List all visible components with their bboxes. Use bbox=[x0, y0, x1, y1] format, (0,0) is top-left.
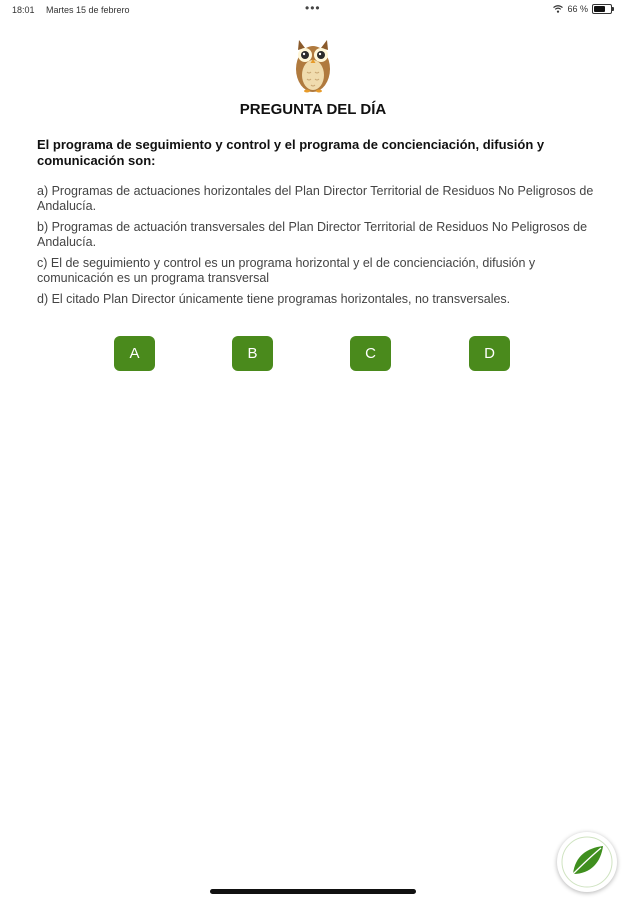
option-c-text: c) El de seguimiento y control es un programa horizontal y el de concienciación, difusión y comunicación es un programa transversal bbox=[37, 256, 536, 285]
battery-icon bbox=[592, 4, 612, 14]
battery-percent: 66 % bbox=[567, 4, 588, 14]
option-b-text: b) Programas de actuación transversales del Plan Director Territorial de Residuos No Peligrosos de Andalucía. bbox=[37, 220, 588, 249]
status-bar bbox=[0, 0, 626, 20]
leaf-fab-button[interactable] bbox=[557, 832, 617, 892]
owl-icon bbox=[290, 34, 336, 94]
leaf-icon bbox=[557, 832, 617, 892]
answer-a-button[interactable]: A bbox=[114, 336, 155, 371]
wifi-icon bbox=[553, 5, 563, 13]
answer-b-button[interactable]: B bbox=[232, 336, 273, 371]
option-a-text: a) Programas de actuaciones horizontales del Plan Director Territorial de Residuos No Peligrosos de Andalucía. bbox=[37, 184, 594, 213]
status-time: 18:01 bbox=[12, 5, 35, 15]
multitasking-dots-icon[interactable]: ••• bbox=[305, 1, 321, 15]
status-date: Martes 15 de febrero bbox=[46, 5, 130, 15]
option-d-text: d) El citado Plan Director únicamente tiene programas horizontales, no transversales. bbox=[37, 292, 511, 306]
options-list bbox=[37, 184, 597, 313]
answer-d-button[interactable]: D bbox=[469, 336, 510, 371]
status-indicators bbox=[553, 4, 612, 14]
answer-c-button[interactable]: C bbox=[350, 336, 391, 371]
question-text: El programa de seguimiento y control y el programa de concienciación, difusión y comunicación son: bbox=[37, 137, 545, 168]
page-title: PREGUNTA DEL DÍA bbox=[239, 101, 387, 118]
home-indicator[interactable] bbox=[210, 889, 416, 894]
